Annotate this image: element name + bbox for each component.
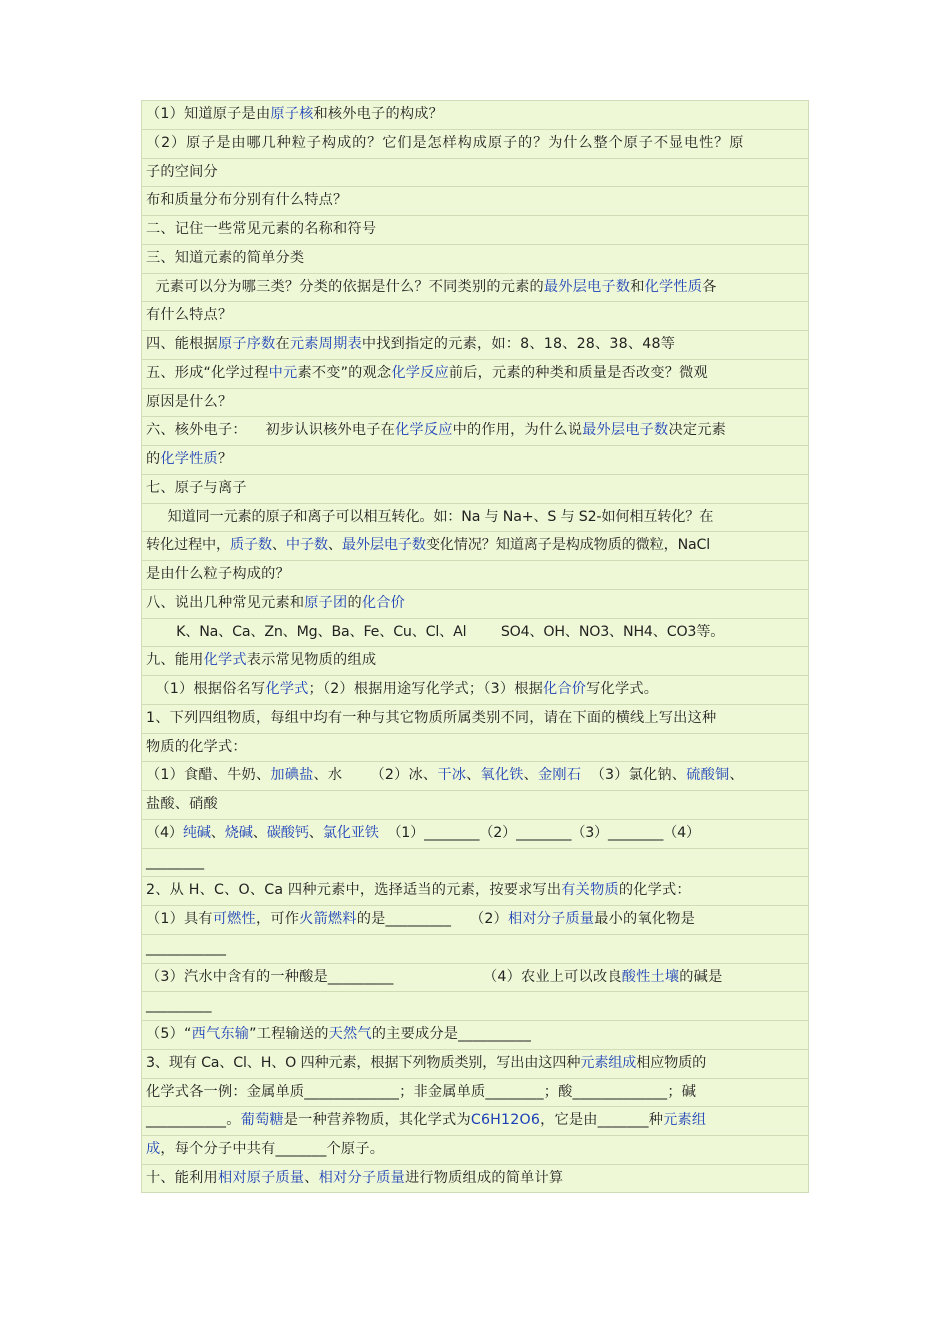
text-line <box>141 1135 809 1164</box>
text-segment: 七、原子与离子 <box>146 479 247 496</box>
text-segment: 前后，元素的种类和质量是否改变？微观 <box>448 364 708 381</box>
keyword-link[interactable]: 相对分子质量 <box>318 1169 405 1186</box>
text-segment: K、Na、Ca、Zn、Mg、Ba、Fe、Cu、Cl、Al SO4、OH、NO3、NH4、CO3等。 <box>146 623 725 640</box>
keyword-link[interactable]: 可燃性 <box>212 911 256 927</box>
text-segment: ，它是由_______种 <box>540 1112 664 1129</box>
text-segment: （4） <box>146 824 183 841</box>
text-line <box>141 618 809 647</box>
text-segment: （5）“ <box>146 1026 192 1042</box>
text-segment: 三、知道元素的简单分类 <box>146 249 305 266</box>
text-line <box>141 560 809 589</box>
keyword-link[interactable]: 最外层电子数 <box>582 422 669 439</box>
text-segment: 元素可以分为哪三类？分类的依据是什么？不同类别的元素的 <box>146 278 544 295</box>
text-line <box>141 646 809 675</box>
text-segment: 八、说出几种常见元素和 <box>146 594 305 611</box>
text-line <box>141 388 809 417</box>
text-line <box>141 905 809 934</box>
keyword-link[interactable]: 氯化亚铁 <box>322 824 379 841</box>
text-segment: 、 <box>252 824 267 841</box>
text-segment: 转化过程中， <box>146 537 230 554</box>
text-line <box>141 416 809 445</box>
text-segment: 进行物质组成的简单计算 <box>405 1169 564 1186</box>
text-line <box>141 589 809 618</box>
text-line <box>141 503 809 532</box>
text-segment: （2）原子是由哪几种粒子构成的？它们是怎样构成原子的？为什么整个原子不显电性？原 <box>146 134 745 151</box>
text-segment: 、 <box>304 1169 319 1186</box>
keyword-link[interactable]: 最外层电子数 <box>341 537 426 554</box>
text-segment: 各 <box>702 278 717 295</box>
keyword-link[interactable]: 干冰 <box>437 767 467 784</box>
keyword-link[interactable]: 化学性质 <box>644 278 703 295</box>
text-segment: 化学式各一例：金属单质_____________；非金属单质________；酸_____________；碱 <box>146 1083 697 1100</box>
text-line <box>141 244 809 273</box>
text-line <box>141 100 809 129</box>
text-line <box>141 1049 809 1078</box>
text-segment: 有什么特点？ <box>146 307 233 324</box>
text-segment: 写化学式。 <box>586 681 659 697</box>
text-line <box>141 819 809 848</box>
text-line <box>141 1078 809 1107</box>
text-line <box>141 215 809 244</box>
text-segment: ________ <box>146 853 205 870</box>
text-segment: 中找到指定的元素，如：8、18、28、38、48等 <box>361 336 676 352</box>
text-segment: 十、能利用 <box>146 1169 218 1186</box>
text-line <box>141 129 809 158</box>
text-segment: （3）汽水中含有的一种酸是_________ （4）农业上可以改良 <box>146 968 622 985</box>
text-segment: 变化情况？知道离子是构成物质的微粒，NaCl <box>425 537 710 554</box>
keyword-link[interactable]: C6H12O6 <box>470 1112 541 1129</box>
keyword-link[interactable]: 纯碱 <box>182 824 211 841</box>
keyword-link[interactable]: 中元 <box>268 364 298 381</box>
text-line <box>141 790 809 819</box>
text-segment: 决定元素 <box>668 422 726 439</box>
text-segment: ___________。 <box>146 1112 241 1129</box>
keyword-link[interactable]: 西气东输 <box>191 1026 250 1042</box>
text-segment: ___________ <box>146 939 227 956</box>
text-segment: 物质的化学式： <box>146 738 247 755</box>
keyword-link[interactable]: 化合价 <box>543 681 587 697</box>
keyword-link[interactable]: 原子序数 <box>217 336 276 352</box>
text-segment: 布和质量分布分别有什么特点？ <box>146 192 348 209</box>
text-segment: （1）根据俗名写 <box>146 681 266 697</box>
text-segment: 的是_________ （2） <box>356 911 508 927</box>
text-segment: 五、形成“化学过程 <box>146 364 269 381</box>
text-segment: 表示常见物质的组成 <box>246 652 377 669</box>
text-line <box>141 733 809 762</box>
text-segment: 、 <box>466 767 481 784</box>
text-segment: 和核外电子的构成？ <box>313 106 443 122</box>
keyword-link[interactable]: 原子团 <box>304 594 348 611</box>
text-line <box>141 1106 809 1135</box>
keyword-link[interactable]: 中子数 <box>285 537 328 554</box>
text-segment: 、 <box>523 767 539 784</box>
text-line <box>141 186 809 215</box>
text-segment: （1）具有 <box>146 911 213 927</box>
text-segment: 的化学式： <box>618 882 691 899</box>
text-line <box>141 704 809 733</box>
text-segment: 的 <box>146 451 161 467</box>
text-segment: 3、现有 Ca、Cl、H、O 四种元素，根据下列物质类别，写出由这四种 <box>146 1054 581 1071</box>
keyword-link[interactable]: 元素组成 <box>580 1054 637 1071</box>
text-segment: ？ <box>217 451 233 467</box>
text-segment: 的碱是 <box>679 968 723 985</box>
keyword-link[interactable]: 有关物质 <box>561 882 619 899</box>
text-segment: 盐酸、硝酸 <box>146 796 218 812</box>
text-segment: （1）________（2）________（3）________（4） <box>378 824 700 841</box>
keyword-link[interactable]: 金刚石 <box>538 767 582 784</box>
text-segment: 的 <box>347 594 362 611</box>
keyword-link[interactable]: 元素周期表 <box>289 336 362 352</box>
text-segment: 1、下列四组物质，每组中均有一种与其它物质所属类别不同，请在下面的横线上写出这种 <box>146 709 717 726</box>
keyword-link[interactable]: 加碘盐 <box>270 767 314 784</box>
text-segment: 在 <box>275 336 290 352</box>
text-line <box>141 934 809 963</box>
keyword-link[interactable]: 葡萄糖 <box>240 1112 284 1129</box>
keyword-link[interactable]: 碳酸钙 <box>266 824 309 841</box>
keyword-link[interactable]: 化学性质 <box>160 451 218 467</box>
text-segment: ；（2）根据用途写化学式；（3）根据 <box>308 681 543 697</box>
text-segment: 是由什么粒子构成的？ <box>146 566 290 582</box>
text-segment: 原因是什么？ <box>146 393 233 410</box>
text-segment: 2、从 H、C、O、Ca 四种元素中，选择适当的元素，按要求写出 <box>146 882 562 899</box>
text-line <box>141 963 809 992</box>
keyword-link[interactable]: 化学式 <box>203 652 247 669</box>
text-segment: 、水 （2）冰、 <box>313 767 438 784</box>
text-segment: 、 <box>271 537 286 554</box>
text-segment: （1）知道原子是由 <box>146 106 271 122</box>
keyword-link[interactable]: 成 <box>146 1141 161 1157</box>
text-segment: ，可作 <box>255 911 300 927</box>
text-line <box>141 330 809 359</box>
text-segment: 、 <box>308 824 323 841</box>
text-line <box>141 474 809 503</box>
keyword-link[interactable]: 最外层电子数 <box>543 278 631 295</box>
text-line <box>141 531 809 560</box>
text-segment: （1）食醋、牛奶、 <box>146 767 271 784</box>
text-line <box>141 675 809 704</box>
text-line <box>141 991 809 1020</box>
text-segment: 九、能用 <box>146 652 204 669</box>
text-segment: 二、记住一些常见元素的名称和符号 <box>146 221 377 237</box>
keyword-link[interactable]: 硫酸铜 <box>686 767 730 784</box>
text-segment: 最小的氧化物是 <box>594 911 695 927</box>
text-line <box>141 273 809 302</box>
text-line <box>141 1164 809 1193</box>
text-segment: ，每个分子中共有_______个原子。 <box>160 1141 385 1157</box>
text-segment: 相应物质的 <box>636 1054 707 1071</box>
text-line <box>141 158 809 187</box>
text-segment: _________ <box>146 997 212 1014</box>
text-segment: 六、核外电子： 初步认识核外电子在 <box>146 422 396 439</box>
text-segment: 的主要成分是__________ <box>371 1026 532 1042</box>
keyword-link[interactable]: 天然气 <box>328 1026 372 1042</box>
keyword-link[interactable]: 相对分子质量 <box>507 911 595 927</box>
text-segment: 子的空间分 <box>146 163 218 180</box>
keyword-link[interactable]: 质子数 <box>229 537 272 554</box>
text-line <box>141 848 809 877</box>
text-line <box>141 359 809 388</box>
text-segment: 、 <box>729 767 744 784</box>
keyword-link[interactable]: 原子核 <box>270 106 314 122</box>
text-segment: 和 <box>630 278 645 295</box>
keyword-link[interactable]: 烧碱 <box>224 824 253 841</box>
text-line <box>141 1020 809 1049</box>
text-segment: 、 <box>210 824 225 841</box>
keyword-link[interactable]: 化学反应 <box>395 422 453 439</box>
keyword-link[interactable]: 火箭燃料 <box>299 911 357 927</box>
text-segment: 素不变”的观念 <box>297 364 392 381</box>
document-body <box>141 100 809 1193</box>
text-line <box>141 761 809 790</box>
text-segment: 是一种营养物质，其化学式为 <box>283 1112 471 1129</box>
keyword-link[interactable]: 酸性土壤 <box>621 968 680 985</box>
text-segment: 四、能根据 <box>146 336 218 352</box>
keyword-link[interactable]: 相对原子质量 <box>217 1169 305 1186</box>
text-line <box>141 876 809 905</box>
keyword-link[interactable]: 化学式 <box>265 681 309 697</box>
text-segment: 、 <box>327 537 342 554</box>
text-line <box>141 301 809 330</box>
text-line <box>141 445 809 474</box>
keyword-link[interactable]: 氧化铁 <box>480 767 524 784</box>
keyword-link[interactable]: 化学反应 <box>391 364 449 381</box>
text-segment: （3）氯化钠、 <box>581 767 687 784</box>
keyword-link[interactable]: 元素组 <box>663 1112 707 1129</box>
text-segment: 知道同一元素的原子和离子可以相互转化。如：Na 与 Na+、S 与 S2-如何相互转化？在 <box>146 508 714 525</box>
text-segment: 中的作用，为什么说 <box>452 422 583 439</box>
keyword-link[interactable]: 化合价 <box>361 594 405 611</box>
text-segment: ”工程输送的 <box>249 1026 329 1042</box>
